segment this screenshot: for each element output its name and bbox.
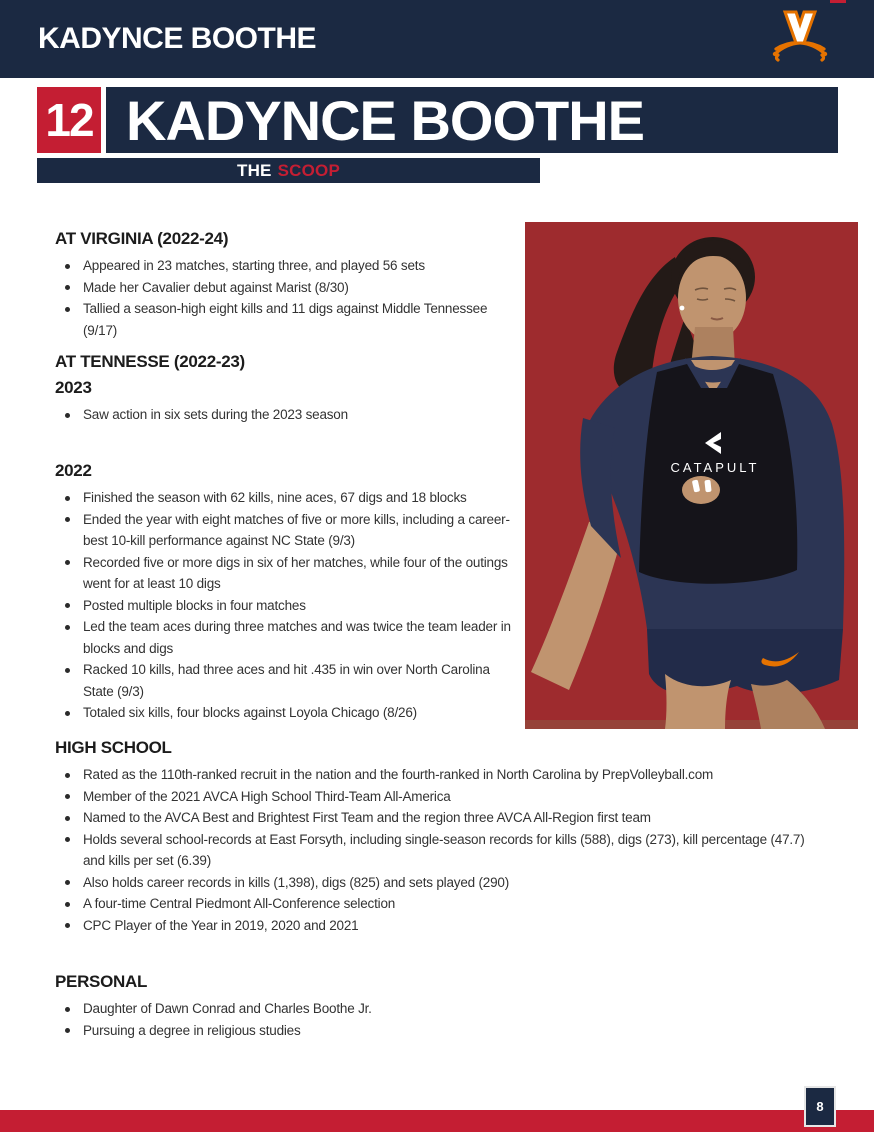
- footer-red-bar: [0, 1110, 874, 1132]
- bullet-item: Posted multiple blocks in four matches: [55, 595, 517, 617]
- player-name: KADYNCE BOOTHE: [126, 88, 645, 152]
- bullet-list: [55, 255, 513, 341]
- jersey-number: 12: [45, 94, 93, 146]
- bullet-item: Appeared in 23 matches, starting three, and played 56 sets: [55, 255, 513, 277]
- player-photo: [525, 222, 858, 729]
- section-heading: AT VIRGINIA (2022-24): [55, 229, 229, 248]
- player-photo-illustration: [525, 222, 858, 729]
- bullet-item: Rated as the 110th-ranked recruit in the nation and the fourth-ranked in North Carolina by PrepVolleyball.com: [55, 764, 807, 786]
- vest-brand-text: CATAPULT: [670, 460, 760, 475]
- bullet-list: [55, 404, 513, 426]
- bullet-item: Saw action in six sets during the 2023 season: [55, 404, 513, 426]
- bullet-list: [55, 487, 517, 724]
- section-at-virginia: [55, 228, 513, 341]
- section-heading: 2022: [55, 461, 92, 480]
- bullet-item: A four-time Central Piedmont All-Conference selection: [55, 893, 807, 915]
- header-player-name: KADYNCE BOOTHE: [38, 22, 317, 55]
- bullet-item: Finished the season with 62 kills, nine aces, 67 digs and 18 blocks: [55, 487, 517, 509]
- bullet-item: CPC Player of the Year in 2019, 2020 and 2021: [55, 915, 807, 937]
- banner-word-scoop: SCOOP: [277, 160, 340, 180]
- bullet-item: Ended the year with eight matches of five or more kills, including a career-best 10-kill performance against NC State (9/3): [55, 509, 517, 552]
- bullet-item: Pursuing a degree in religious studies: [55, 1020, 807, 1042]
- bullet-item: Holds several school-records at East Forsyth, including single-season records for kills (588), digs (273), kill percentage (47.7) and kills per set (6.39): [55, 829, 807, 872]
- page-number: 8: [816, 1099, 824, 1114]
- section-personal: [55, 971, 807, 1041]
- section-2023: [55, 377, 513, 426]
- decorative-red-mark: [830, 0, 846, 3]
- section-heading: HIGH SCHOOL: [55, 738, 172, 757]
- bullet-list: [55, 998, 807, 1041]
- bullet-item: Daughter of Dawn Conrad and Charles Boothe Jr.: [55, 998, 807, 1020]
- top-header-bar: [0, 0, 874, 78]
- section-high-school: [55, 737, 807, 936]
- bullet-item: Made her Cavalier debut against Marist (8/30): [55, 277, 513, 299]
- bullet-item: Member of the 2021 AVCA High School Third-Team All-America: [55, 786, 807, 808]
- bullet-item: Recorded five or more digs in six of her matches, while four of the outings went for at least 10 digs: [55, 552, 517, 595]
- bullet-item: Racked 10 kills, had three aces and hit .435 in win over North Carolina State (9/3): [55, 659, 517, 702]
- jersey-number-box: [37, 87, 101, 153]
- section-heading: PERSONAL: [55, 972, 148, 991]
- banner-word-the: THE: [236, 160, 272, 180]
- bullet-item: Totaled six kills, four blocks against Loyola Chicago (8/26): [55, 702, 517, 724]
- player-name-bar: [106, 87, 838, 153]
- bullet-list: [55, 764, 807, 936]
- section-heading: AT TENNESSE (2022-23): [55, 352, 245, 371]
- the-scoop-banner: [37, 158, 540, 183]
- page-number-badge: [804, 1086, 836, 1127]
- virginia-v-sabres-logo-icon: [770, 9, 830, 71]
- section-heading: 2023: [55, 378, 92, 397]
- bullet-item: Led the team aces during three matches and was twice the team leader in blocks and digs: [55, 616, 517, 659]
- section-2022: [55, 460, 517, 724]
- bullet-item: Also holds career records in kills (1,398), digs (825) and sets played (290): [55, 872, 807, 894]
- section-at-tennesse: [55, 351, 513, 378]
- bullet-item: Named to the AVCA Best and Brightest First Team and the region three AVCA All-Region first team: [55, 807, 807, 829]
- bullet-item: Tallied a season-high eight kills and 11 digs against Middle Tennessee (9/17): [55, 298, 513, 341]
